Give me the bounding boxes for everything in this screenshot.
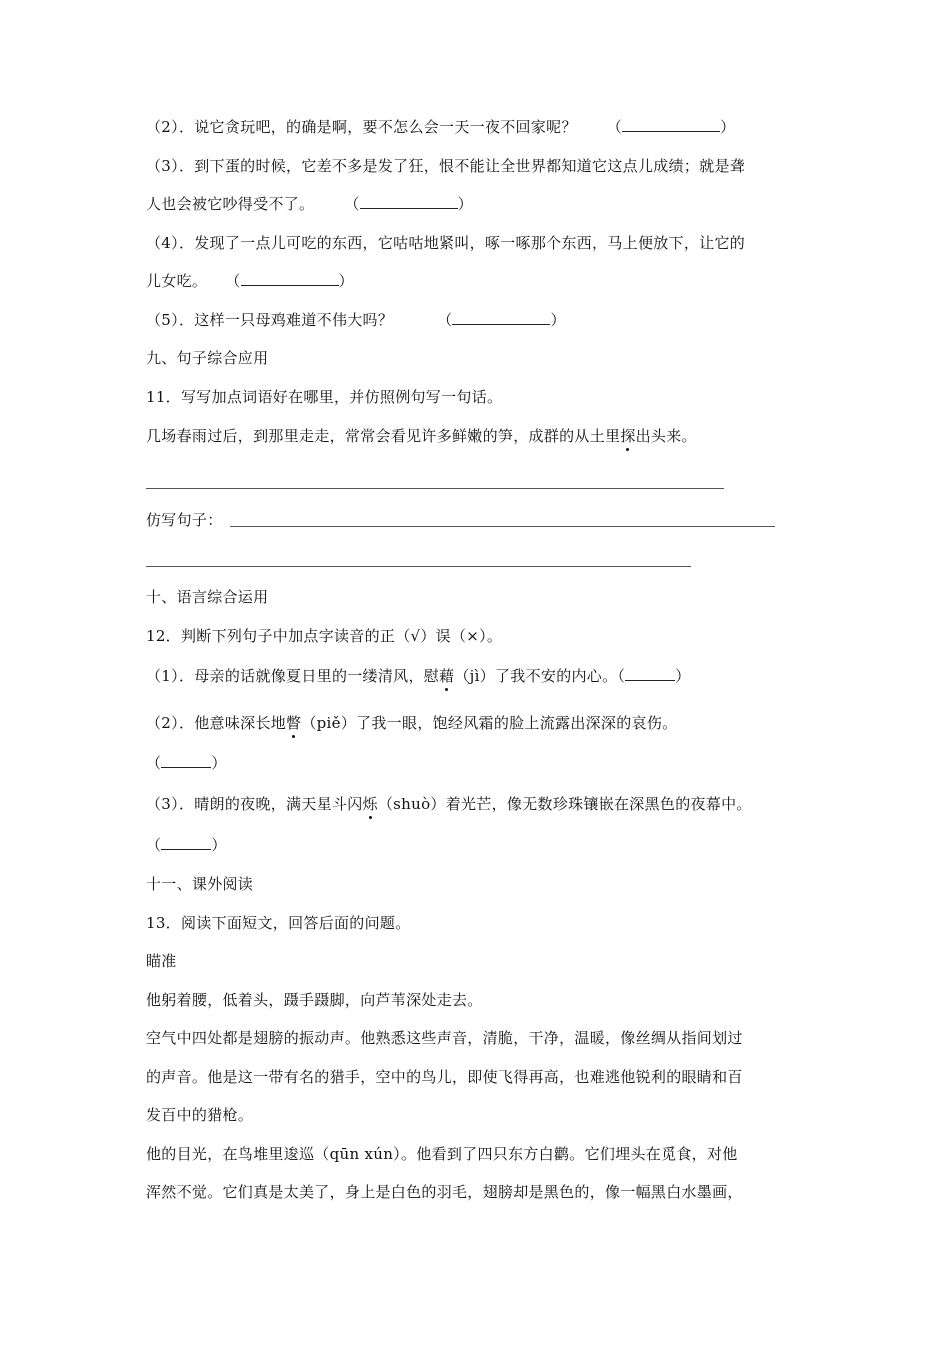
q12-sentence-1: （1）．母亲的话就像夏日里的一缕清风，慰藉（jì）了我不安的内心。（ ）	[146, 667, 691, 685]
passage-paragraph-1: 他躬着腰，低着头，蹑手蹑脚，向芦苇深处走去。	[146, 991, 483, 1009]
q12-sentence-3: （3）．晴朗的夜晚，满天星斗闪烁（shuò）着光芒，像无数珍珠镶嵌在深黑色的夜幕中。	[146, 795, 752, 813]
q12-sentence-2-answer: （ ）	[146, 754, 227, 772]
dotted-character: 藉	[439, 667, 455, 685]
dotted-character: 烁	[362, 795, 378, 813]
q8-item-5: （5）．这样一只母鸡难道不伟大吗？ （ ）	[146, 311, 566, 329]
question-13-title: 13．阅读下面短文，回答后面的问题。	[146, 914, 411, 932]
passage-paragraph-2-line1: 空气中四处都是翅膀的振动声。他熟悉这些声音，清脆，干净，温暖，像丝绸从指间划过	[146, 1029, 743, 1047]
passage-paragraph-3-line1: 他的目光，在鸟堆里逡巡（qūn xún）。他看到了四只东方白鹳。它们埋头在觅食，对他	[146, 1145, 738, 1163]
q8-item-3-line1: （3）．到下蛋的时候，它差不多是发了狂，恨不能让全世界都知道它这点儿成绩；就是聋	[146, 157, 746, 175]
section-9-heading: 九、句子综合应用	[146, 349, 269, 367]
q8-item-4-line2: 儿女吃。 （ ）	[146, 272, 354, 290]
answer-blank[interactable]	[161, 753, 211, 768]
q12-sentence-2: （2）．他意味深长地瞥（piě）了我一眼，饱经风霜的脸上流露出深深的哀伤。	[146, 714, 678, 732]
answer-line[interactable]	[146, 488, 724, 489]
section-11-heading: 十一、课外阅读	[146, 875, 254, 893]
question-11-title: 11．写写加点词语好在哪里，并仿照例句写一句话。	[146, 388, 503, 406]
q8-item-4-line1: （4）．发现了一点儿可吃的东西，它咕咕地紧叫，啄一啄那个东西，马上便放下，让它的	[146, 234, 746, 252]
answer-blank[interactable]	[161, 835, 211, 850]
answer-blank[interactable]	[625, 666, 675, 681]
q8-item-3-line2: 人也会被它吵得受不了。 （ ）	[146, 195, 473, 213]
q8-item-2: （2）．说它贪玩吧，的确是啊，要不怎么会一天一夜不回家呢？ （ ）	[146, 118, 736, 136]
answer-blank[interactable]	[360, 194, 458, 209]
imitate-answer-line[interactable]	[230, 526, 775, 527]
dotted-character: 瞥	[286, 714, 302, 732]
answer-line[interactable]	[146, 566, 691, 567]
imitate-label: 仿写句子：	[146, 511, 223, 529]
q11-example-sentence: 几场春雨过后，到那里走走，常常会看见许多鲜嫩的笋，成群的从土里探出头来。	[146, 427, 697, 445]
answer-blank[interactable]	[622, 117, 720, 132]
passage-paragraph-2-line2: 的声音。他是这一带有名的猎手，空中的鸟儿，即使飞得再高，也难逃他锐利的眼睛和百	[146, 1068, 743, 1086]
section-10-heading: 十、语言综合运用	[146, 588, 269, 606]
q12-sentence-3-answer: （ ）	[146, 836, 227, 854]
answer-blank[interactable]	[452, 310, 550, 325]
passage-paragraph-2-line3: 发百中的猎枪。	[146, 1106, 254, 1124]
answer-blank[interactable]	[241, 271, 339, 286]
dotted-character: 探	[620, 427, 636, 445]
passage-paragraph-3-line2: 浑然不觉。它们真是太美了，身上是白色的羽毛，翅膀却是黑色的，像一幅黑白水墨画，	[146, 1183, 743, 1201]
passage-title: 瞄准	[146, 952, 177, 970]
question-12-title: 12．判断下列句子中加点字读音的正（√）误（×）。	[146, 627, 503, 645]
